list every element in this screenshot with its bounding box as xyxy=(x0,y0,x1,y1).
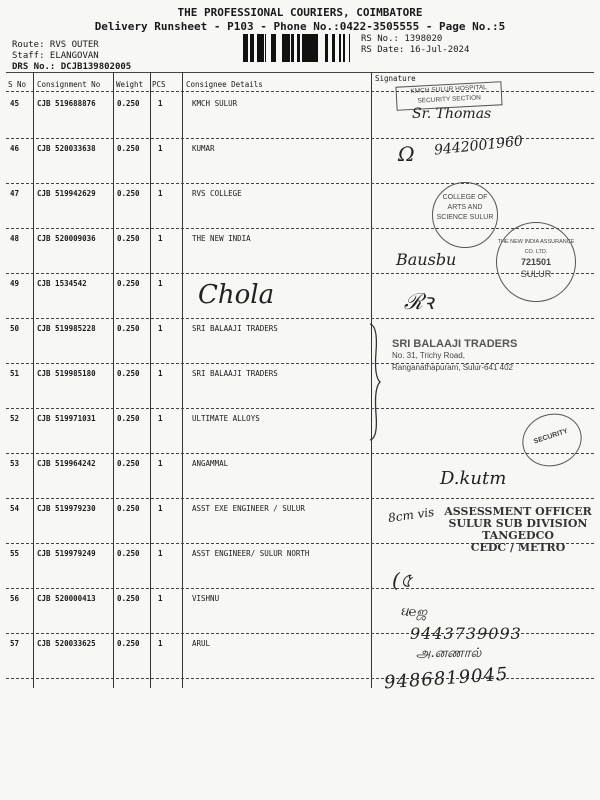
cell-consignee: ARUL xyxy=(192,639,211,648)
signature-scribble: அ.னணால் xyxy=(416,646,482,661)
cell-weight: 0.250 xyxy=(117,504,140,513)
cell-sno: 56 xyxy=(10,594,20,603)
barcode-bar xyxy=(274,34,276,62)
barcode-bar xyxy=(262,34,264,62)
cell-consignment: CJB 519971031 xyxy=(37,414,96,423)
cell-pcs: 1 xyxy=(158,549,163,558)
cell-weight: 0.250 xyxy=(117,99,140,108)
cell-pcs: 1 xyxy=(158,594,163,603)
signature-scribble: Bausbu xyxy=(396,250,457,269)
barcode-bar xyxy=(307,34,310,62)
cell-consignee: VISHNU xyxy=(192,594,220,603)
col-header-consignee: Consignee Details xyxy=(186,80,263,89)
cell-sno: 49 xyxy=(10,279,20,288)
barcode-bar xyxy=(284,34,287,62)
signature-scribble: D.kutm xyxy=(440,468,507,489)
barcode-bar xyxy=(253,34,254,62)
handwritten-phone: 9443739093 xyxy=(410,624,522,643)
cell-consignee: SRI BALAAJI TRADERS xyxy=(192,369,278,378)
cell-weight: 0.250 xyxy=(117,414,140,423)
assessment-line: CEDC / METRO xyxy=(470,541,566,554)
signature-scribble: ℛꝛ xyxy=(404,290,434,315)
barcode-bar xyxy=(273,34,274,62)
cell-consignee: ANGAMMAL xyxy=(192,459,229,468)
assessment-line: SULUR SUB DIVISION xyxy=(448,517,588,530)
row-rule xyxy=(6,408,594,409)
row-rule xyxy=(6,498,594,499)
cell-pcs: 1 xyxy=(158,414,163,423)
handwritten-phone: 9486819045 xyxy=(383,663,510,694)
row-rule xyxy=(6,183,594,184)
cell-consignment: CJB 519985180 xyxy=(37,369,96,378)
cell-consignment: CJB 519979230 xyxy=(37,504,96,513)
barcode-bar xyxy=(302,34,304,62)
row-rule xyxy=(6,228,594,229)
staff-label: Staff: ELANGOVAN xyxy=(12,51,99,61)
signature-scribble: 8cm vis xyxy=(387,504,436,526)
cell-weight: 0.250 xyxy=(117,324,140,333)
handwritten-consignee: Chola xyxy=(198,280,275,310)
cell-consignment: CJB 520000413 xyxy=(37,594,96,603)
row-rule xyxy=(6,588,594,589)
cell-weight: 0.250 xyxy=(117,594,140,603)
kmch-security-stamp: KMCH SULUR HOSPITAL SECURITY SECTION xyxy=(395,81,502,111)
col-divider xyxy=(113,72,114,688)
cell-pcs: 1 xyxy=(158,459,163,468)
assessment-officer-stamp xyxy=(440,506,596,554)
cell-weight: 0.250 xyxy=(117,459,140,468)
col-divider xyxy=(182,72,183,688)
cell-sno: 48 xyxy=(10,234,20,243)
cell-pcs: 1 xyxy=(158,504,163,513)
barcode-bar xyxy=(250,34,253,62)
table-top-rule xyxy=(6,72,594,73)
header-rule xyxy=(6,91,594,92)
cell-sno: 55 xyxy=(10,549,20,558)
assessment-line: ASSESSMENT OFFICER xyxy=(444,505,592,518)
cell-pcs: 1 xyxy=(158,279,163,288)
barcode-bar xyxy=(304,34,307,62)
cell-weight: 0.250 xyxy=(117,189,140,198)
cell-consignee: SRI BALAAJI TRADERS xyxy=(192,324,278,333)
cell-sno: 50 xyxy=(10,324,20,333)
barcode-bar xyxy=(259,34,262,62)
cell-weight: 0.250 xyxy=(117,549,140,558)
security-stamp-text: SECURITY xyxy=(533,427,569,446)
new-india-stamp xyxy=(496,222,576,302)
new-india-code: 721501 xyxy=(520,257,552,267)
runsheet-title: Delivery Runsheet - P103 - Phone No.:0422-3505555 - Page No.:5 xyxy=(94,20,506,33)
barcode-bar xyxy=(282,34,284,62)
rvs-stamp-text: COLLEGE OF ARTS AND SCIENCE SULUR xyxy=(436,194,494,221)
balaaji-stamp-addr2: Ranganathapuram, Sulur-641 402 xyxy=(392,363,513,372)
cell-consignment: CJB 519688876 xyxy=(37,99,96,108)
cell-pcs: 1 xyxy=(158,639,163,648)
handwritten-phone: 9442001960 xyxy=(433,133,524,159)
bracket-mark xyxy=(368,322,382,442)
cell-weight: 0.250 xyxy=(117,279,140,288)
cell-sno: 47 xyxy=(10,189,20,198)
cell-pcs: 1 xyxy=(158,189,163,198)
barcode-bar xyxy=(271,34,273,62)
company-title: THE PROFESSIONAL COURIERS, COIMBATORE xyxy=(177,6,423,19)
cell-consignment: CJB 520009036 xyxy=(37,234,96,243)
cell-consignee: KUMAR xyxy=(192,144,215,153)
barcode-bar xyxy=(291,34,294,62)
cell-sno: 46 xyxy=(10,144,20,153)
col-header-pcs: PCS xyxy=(152,80,166,89)
barcode-bar xyxy=(247,34,248,62)
barcode-bar xyxy=(243,34,245,62)
cell-consignment: CJB 520033625 xyxy=(37,639,96,648)
col-divider xyxy=(150,72,151,688)
cell-weight: 0.250 xyxy=(117,144,140,153)
new-india-stamp-text: THE NEW INDIA ASSURANCE CO. LTD. xyxy=(497,239,575,255)
col-divider xyxy=(33,72,34,688)
cell-consignee: ULTIMATE ALLOYS xyxy=(192,414,260,423)
row-rule xyxy=(6,453,594,454)
security-stamp xyxy=(515,406,588,474)
cell-sno: 45 xyxy=(10,99,20,108)
cell-sno: 51 xyxy=(10,369,20,378)
balaaji-stamp-addr1: No. 31, Trichy Road, xyxy=(392,351,465,360)
cell-consignment: CJB 519985228 xyxy=(37,324,96,333)
cell-consignee: ASST ENGINEER/ SULUR NORTH xyxy=(192,549,310,558)
cell-pcs: 1 xyxy=(158,99,163,108)
barcode-icon xyxy=(243,34,355,62)
barcode-bar xyxy=(245,34,247,62)
signature-scribble: Ω xyxy=(398,142,415,166)
cell-sno: 54 xyxy=(10,504,20,513)
cell-weight: 0.250 xyxy=(117,234,140,243)
cell-pcs: 1 xyxy=(158,369,163,378)
cell-consignee: KMCH SULUR xyxy=(192,99,238,108)
cell-consignment: CJB 519942629 xyxy=(37,189,96,198)
cell-consignment: CJB 519964242 xyxy=(37,459,96,468)
cell-weight: 0.250 xyxy=(117,639,140,648)
cell-pcs: 1 xyxy=(158,324,163,333)
col-header-sno: S No xyxy=(8,80,27,89)
barcode-bar xyxy=(287,34,290,62)
cell-consignee: THE NEW INDIA xyxy=(192,234,251,243)
barcode-bar xyxy=(310,34,311,62)
barcode-bar xyxy=(297,34,300,62)
cell-sno: 52 xyxy=(10,414,20,423)
signature-scribble: ઘ℮ஜ xyxy=(400,605,428,620)
col-header-weight: Weight xyxy=(116,80,144,89)
cell-consignee: ASST EXE ENGINEER / SULUR xyxy=(192,504,305,513)
barcode-bar xyxy=(257,34,259,62)
cell-sno: 53 xyxy=(10,459,20,468)
cell-pcs: 1 xyxy=(158,234,163,243)
signature-scribble: (৫ xyxy=(392,568,413,592)
drs-number: DRS No.: DCJB139802005 xyxy=(12,62,132,72)
rs-date: RS Date: 16-Jul-2024 xyxy=(361,45,470,55)
col-header-consignment: Consignment No xyxy=(37,80,101,89)
barcode-bar xyxy=(325,34,328,62)
barcode-bar xyxy=(316,34,318,62)
cell-consignee: RVS COLLEGE xyxy=(192,189,242,198)
route-label: Route: RVS OUTER xyxy=(12,40,99,50)
cell-consignment: CJB 519979249 xyxy=(37,549,96,558)
barcode-bar xyxy=(311,34,314,62)
barcode-bar xyxy=(314,34,316,62)
rs-number: RS No.: 1398020 xyxy=(361,34,443,44)
cell-sno: 57 xyxy=(10,639,20,648)
new-india-city: SULUR xyxy=(520,269,552,279)
barcode-bar xyxy=(265,34,266,62)
balaaji-stamp-name: SRI BALAAJI TRADERS xyxy=(392,338,518,350)
barcode-bar xyxy=(344,34,345,62)
signature-scribble: Sr. Thomas xyxy=(412,106,492,122)
cell-consignment: CJB 520033638 xyxy=(37,144,96,153)
barcode-bar xyxy=(343,34,344,62)
col-header-signature: Signature xyxy=(375,74,416,83)
balaaji-stamp xyxy=(392,338,572,388)
cell-weight: 0.250 xyxy=(117,369,140,378)
rvs-college-stamp xyxy=(432,182,498,248)
barcode-bar xyxy=(339,34,341,62)
barcode-bar xyxy=(332,34,335,62)
row-rule xyxy=(6,318,594,319)
cell-pcs: 1 xyxy=(158,144,163,153)
barcode-bar xyxy=(349,34,350,62)
assessment-line: TANGEDCO xyxy=(482,529,554,542)
cell-consignment: CJB 1534542 xyxy=(37,279,87,288)
